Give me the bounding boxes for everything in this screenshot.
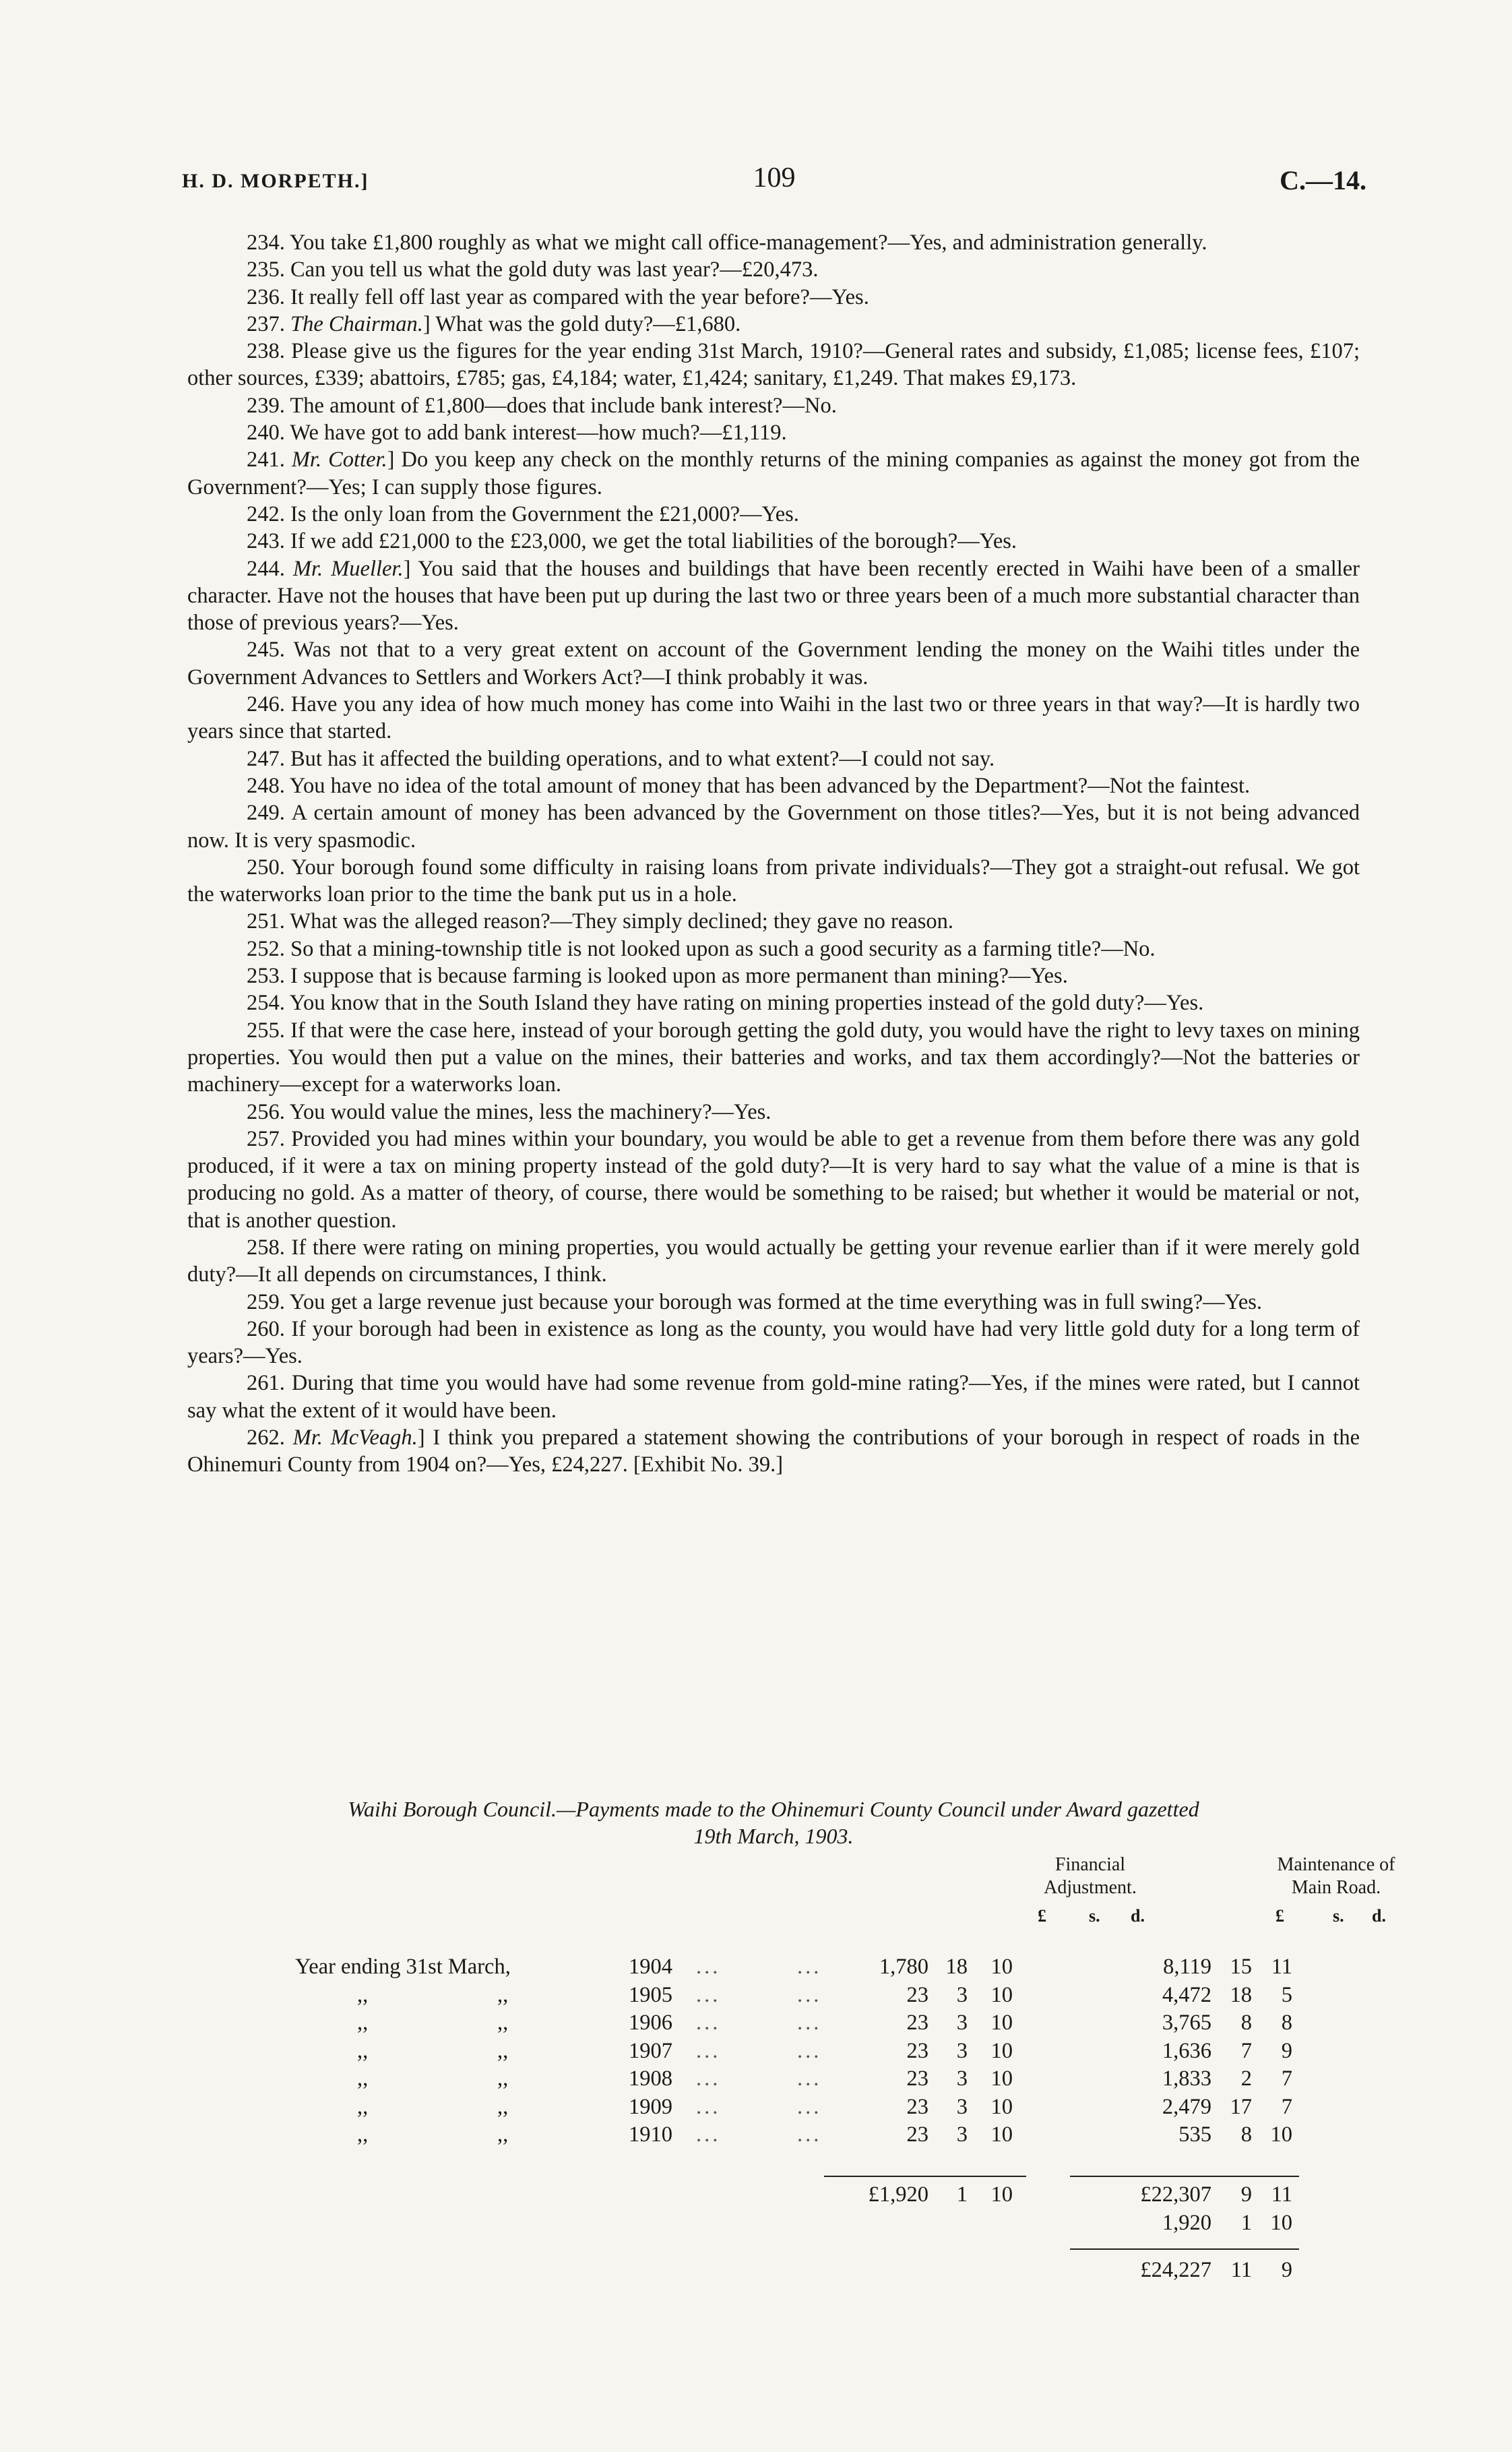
ditto-mark: ,, xyxy=(497,1982,509,2007)
question-paragraph xyxy=(187,1370,1360,1424)
paragraph-text: 236. It really fell off last year as compared with the year before?—Yes. xyxy=(247,284,869,309)
page-header xyxy=(182,162,1366,202)
carried-pounds: 1,920 xyxy=(1162,2211,1211,2235)
column-header-maintenance: Maintenance of Main Road. xyxy=(1277,1854,1395,1898)
leader-dots: ... xyxy=(696,1982,721,2007)
main-pence: 7 xyxy=(1281,2066,1292,2091)
leader-dots: ... xyxy=(696,1955,721,1979)
paragraph-text: 261. During that time you would have had some revenue from gold-mine rating?—Yes, if the mines were rated, but I cannot say what the extent of it would have been. xyxy=(187,1371,1360,1423)
main-shillings: 15 xyxy=(1230,1955,1252,1979)
question-paragraph xyxy=(187,555,1360,637)
paragraph-text: 237. xyxy=(247,311,290,336)
unit-shillings: s. xyxy=(1333,1906,1344,1926)
speaker-name: Mr. Cotter. xyxy=(291,448,387,472)
paragraph-text: 244. xyxy=(247,556,293,581)
fin-pence: 10 xyxy=(990,1982,1013,2007)
main-pounds: 8,119 xyxy=(1163,1955,1211,1979)
paragraph-text: 238. Please give us the figures for the year ending 31st March, 1910?—General rates and subsidy, £1,085; license fees, £107; other sources, £339; abattoirs, £785; gas, £4,184; water, £1,424; sanitary, £1,249. That makes £9,173. xyxy=(187,339,1360,391)
fin-pounds: 23 xyxy=(906,2122,928,2147)
unit-shillings: s. xyxy=(1089,1906,1100,1926)
paragraph-text: 253. I suppose that is because farming is looked upon as more permanent than mining?—Yes. xyxy=(247,964,1068,989)
page-number: 109 xyxy=(753,162,796,193)
evidence-text xyxy=(187,229,1360,1479)
paragraph-text: 242. Is the only loan from the Government the £21,000?—Yes. xyxy=(247,501,799,526)
main-pence: 5 xyxy=(1281,1982,1292,2007)
leader-dots: ... xyxy=(696,2011,721,2035)
paragraph-text: 248. You have no idea of the total amount of money that has been advanced by the Department?—Not the faintest. xyxy=(247,773,1251,798)
main-shillings: 8 xyxy=(1240,2011,1252,2035)
question-paragraph xyxy=(187,311,1360,338)
question-paragraph xyxy=(187,229,1360,256)
question-paragraph xyxy=(187,284,1360,311)
paragraph-text: 240. We have got to add bank interest—how much?—£1,119. xyxy=(247,421,787,446)
carried-row xyxy=(187,2211,1360,2238)
fin-pounds: 23 xyxy=(906,2066,928,2091)
column-header-financial: Financial Adjustment. xyxy=(1044,1854,1137,1898)
total-fin-pounds: £1,920 xyxy=(868,2182,928,2207)
paragraph-text: 249. A certain amount of money has been advanced by the Government on those titles?—Yes, but it is not being advanced now. It is very spasmodic. xyxy=(187,801,1360,853)
paragraph-text: 247. But has it affected the building operations, and to what extent?—I could not say. xyxy=(247,746,995,771)
question-paragraph xyxy=(187,528,1360,555)
fin-pence: 10 xyxy=(990,2038,1013,2063)
year-cell: 1910 xyxy=(629,2122,672,2147)
fin-pounds: 1,780 xyxy=(879,1955,928,1979)
fin-pence: 10 xyxy=(990,2066,1013,2091)
total-rule-maintenance xyxy=(1070,2176,1299,2177)
question-paragraph xyxy=(187,419,1360,446)
leader-dots: ... xyxy=(696,2038,721,2063)
ditto-mark: ,, xyxy=(357,2094,369,2119)
question-paragraph xyxy=(187,338,1360,392)
total-main-shillings: 9 xyxy=(1240,2182,1252,2207)
ditto-mark: ,, xyxy=(357,1982,369,2007)
grand-total-row xyxy=(187,2258,1360,2285)
ditto-mark: ,, xyxy=(497,2122,509,2147)
question-paragraph xyxy=(187,691,1360,745)
table-row xyxy=(187,2095,1360,2122)
fin-pence: 10 xyxy=(990,2011,1013,2035)
grand-total-pence: 9 xyxy=(1281,2258,1292,2282)
total-fin-pence: 10 xyxy=(990,2182,1013,2207)
grand-total-rule xyxy=(1070,2248,1299,2250)
leader-dots: ... xyxy=(797,2094,822,2119)
speaker-name: The Chairman. xyxy=(290,311,423,336)
fin-shillings: 3 xyxy=(956,2038,968,2063)
total-main-pence: 11 xyxy=(1271,2182,1292,2207)
question-paragraph xyxy=(187,745,1360,772)
paragraph-text: ] Do you keep any check on the monthly returns of the mining companies as against the money got from the Government?—Yes; I can supply those figures. xyxy=(187,448,1360,499)
ditto-mark: ,, xyxy=(497,2038,509,2063)
fin-pounds: 23 xyxy=(906,2094,928,2119)
table-caption xyxy=(187,1796,1360,1849)
question-paragraph xyxy=(187,772,1360,799)
carried-shillings: 1 xyxy=(1240,2211,1252,2235)
question-paragraph xyxy=(187,1316,1360,1370)
ditto-mark: ,, xyxy=(357,2122,369,2147)
main-shillings: 8 xyxy=(1240,2122,1252,2147)
speaker-name: Mr. McVeagh. xyxy=(292,1426,418,1450)
table-caption-line-1: Waihi Borough Council.—Payments made to the Ohinemuri County Council under Award gazetted xyxy=(348,1797,1199,1821)
paragraph-text: 251. What was the alleged reason?—They simply declined; they gave no reason. xyxy=(247,909,953,934)
paragraph-text: 258. If there were rating on mining properties, you would actually be getting your revenue earlier than if it were merely gold duty?—It all depends on circumstances, I think. xyxy=(187,1235,1360,1287)
speaker-name: Mr. Mueller. xyxy=(292,556,404,581)
leader-dots: ... xyxy=(797,1982,822,2007)
year-cell: 1904 xyxy=(629,1955,672,1979)
question-paragraph xyxy=(187,1234,1360,1289)
ditto-mark: ,, xyxy=(357,2066,369,2091)
paragraph-text: 260. If your borough had been in existence as long as the county, you would have had very little gold duty for a long term of years?—Yes. xyxy=(187,1316,1360,1369)
question-paragraph xyxy=(187,1099,1360,1126)
ditto-mark: ,, xyxy=(497,2066,509,2091)
unit-pounds: £ xyxy=(1275,1906,1284,1926)
main-pounds: 1,636 xyxy=(1162,2038,1211,2063)
main-shillings: 18 xyxy=(1230,1982,1252,2007)
fin-pence: 10 xyxy=(990,2122,1013,2147)
ditto-mark: ,, xyxy=(497,2094,509,2119)
main-pounds: 535 xyxy=(1178,2122,1211,2147)
table-caption-line-2: 19th March, 1903. xyxy=(693,1824,854,1848)
fin-shillings: 3 xyxy=(956,2011,968,2035)
total-fin-shillings: 1 xyxy=(956,2182,968,2207)
question-paragraph xyxy=(187,636,1360,691)
question-paragraph xyxy=(187,799,1360,854)
leader-dots: ... xyxy=(797,2038,822,2063)
question-paragraph xyxy=(187,501,1360,528)
main-pounds: 3,765 xyxy=(1162,2011,1211,2035)
fin-shillings: 3 xyxy=(956,2122,968,2147)
table-row xyxy=(187,1983,1360,2010)
year-cell: 1906 xyxy=(629,2011,672,2035)
main-pounds: 4,472 xyxy=(1162,1982,1211,2007)
question-paragraph xyxy=(187,256,1360,283)
table-row xyxy=(187,2122,1360,2149)
paragraph-text: 250. Your borough found some difficulty in raising loans from private individuals?—They got a straight-out refusal. We got the waterworks loan prior to the time the bank put us in a hole. xyxy=(187,855,1360,907)
fin-pence: 10 xyxy=(990,1955,1013,1979)
total-rule-financial xyxy=(824,2176,1026,2177)
question-paragraph xyxy=(187,989,1360,1016)
main-shillings: 17 xyxy=(1230,2094,1252,2119)
fin-shillings: 3 xyxy=(956,1982,968,2007)
year-cell: 1909 xyxy=(629,2094,672,2119)
paragraph-text: 234. You take £1,800 roughly as what we might call office-management?—Yes, and administration generally. xyxy=(247,231,1207,255)
table-row xyxy=(187,2066,1360,2093)
paragraph-text: 255. If that were the case here, instead of your borough getting the gold duty, you would have the right to levy taxes on mining properties. You would then put a value on the mines, their batteries and works, and tax them accordingly?—Not the batteries or machinery—except for a waterworks loan. xyxy=(187,1018,1360,1097)
question-paragraph xyxy=(187,1126,1360,1234)
paragraph-text: 257. Provided you had mines within your boundary, you would be able to get a revenue from them before there was any gold produced, if it were a tax on mining property instead of the gold duty?—It is very hard to say what the value of a mine is that is producing no gold. As a matter of theory, of course, there would be something to be raised; but whether it would be material or not, that is another question. xyxy=(187,1126,1360,1233)
fin-pence: 10 xyxy=(990,2094,1013,2119)
question-paragraph xyxy=(187,1289,1360,1316)
paragraph-text: 252. So that a mining-township title is not looked upon as such a good security as a farming title?—No. xyxy=(247,936,1156,961)
paragraph-text: ] You said that the houses and buildings that have been recently erected in Waihi have been of a smaller character. Have not the houses that have been put up during the last two or three years been of a much more substantial character than those of previous years?—Yes. xyxy=(187,556,1360,636)
total-row xyxy=(187,2182,1360,2209)
fin-shillings: 3 xyxy=(956,2066,968,2091)
paragraph-text: 254. You know that in the South Island they have rating on mining properties instead of the gold duty?—Yes. xyxy=(247,991,1204,1016)
main-pence: 11 xyxy=(1271,1955,1292,1979)
table-row xyxy=(187,2039,1360,2066)
year-cell: 1907 xyxy=(629,2038,672,2063)
leader-dots: ... xyxy=(696,2066,721,2091)
leader-dots: ... xyxy=(797,2066,822,2091)
leader-dots: ... xyxy=(696,2122,721,2147)
paragraph-text: 245. Was not that to a very great extent on account of the Government lending the money on the Waihi titles under the Government Advances to Settlers and Workers Act?—I think probably it was. xyxy=(187,638,1360,689)
total-main-pounds: £22,307 xyxy=(1140,2182,1211,2207)
carried-pence: 10 xyxy=(1270,2211,1292,2235)
paragraph-text: 243. If we add £21,000 to the £23,000, we get the total liabilities of the borough?—Yes. xyxy=(247,529,1017,554)
paragraph-text: 239. The amount of £1,800—does that include bank interest?—No. xyxy=(247,393,837,418)
year-label: Year ending 31st March, xyxy=(295,1955,511,1979)
paragraph-text: 235. Can you tell us what the gold duty was last year?—£20,473. xyxy=(247,257,819,282)
grand-total-pounds: £24,227 xyxy=(1140,2258,1211,2282)
main-pounds: 2,479 xyxy=(1162,2094,1211,2119)
leader-dots: ... xyxy=(797,2122,822,2147)
ditto-mark: ,, xyxy=(357,2038,369,2063)
main-pence: 10 xyxy=(1270,2122,1292,2147)
question-paragraph xyxy=(187,446,1360,501)
ditto-mark: ,, xyxy=(497,2011,509,2035)
paragraph-text: 259. You get a large revenue just because your borough was formed at the time everything was in full swing?—Yes. xyxy=(247,1289,1263,1314)
question-paragraph xyxy=(187,1424,1360,1479)
paragraph-text: ] I think you prepared a statement showing the contributions of your borough in respect of roads in the Ohinemuri County from 1904 on?—Yes, £24,227. [Exhibit No. 39.] xyxy=(187,1426,1360,1477)
year-cell: 1908 xyxy=(629,2066,672,2091)
header-witness: H. D. MORPETH.] xyxy=(182,170,369,192)
unit-pence: d. xyxy=(1372,1906,1386,1926)
fin-pounds: 23 xyxy=(906,2038,928,2063)
paragraph-text: 246. Have you any idea of how much money has come into Waihi in the last two or three years in that way?—It is hardly two years since that started. xyxy=(187,692,1360,744)
table-row xyxy=(187,1955,1360,1982)
main-pence: 8 xyxy=(1281,2011,1292,2035)
question-paragraph xyxy=(187,962,1360,989)
document-reference: C.—14. xyxy=(1280,165,1366,195)
main-pence: 9 xyxy=(1281,2038,1292,2063)
leader-dots: ... xyxy=(797,2011,822,2035)
paragraph-text: 241. xyxy=(247,448,292,472)
fin-pounds: 23 xyxy=(906,1982,928,2007)
table-row xyxy=(187,2011,1360,2037)
unit-pounds: £ xyxy=(1038,1906,1046,1926)
main-shillings: 2 xyxy=(1240,2066,1252,2091)
question-paragraph xyxy=(187,854,1360,909)
question-paragraph xyxy=(187,936,1360,962)
question-paragraph xyxy=(187,908,1360,935)
paragraph-text: 262. xyxy=(247,1426,293,1450)
fin-shillings: 18 xyxy=(945,1955,968,1979)
ditto-mark: ,, xyxy=(357,2011,369,2035)
main-shillings: 7 xyxy=(1240,2038,1252,2063)
fin-pounds: 23 xyxy=(906,2011,928,2035)
paragraph-text: 256. You would value the mines, less the machinery?—Yes. xyxy=(247,1099,771,1124)
payments-table xyxy=(187,1853,1395,2339)
paragraph-text: ] What was the gold duty?—£1,680. xyxy=(422,311,741,336)
question-paragraph xyxy=(187,1017,1360,1099)
main-pence: 7 xyxy=(1281,2094,1292,2119)
main-pounds: 1,833 xyxy=(1162,2066,1211,2091)
grand-total-shillings: 11 xyxy=(1230,2258,1252,2282)
question-paragraph xyxy=(187,392,1360,419)
fin-shillings: 3 xyxy=(956,2094,968,2119)
leader-dots: ... xyxy=(797,1955,822,1979)
unit-pence: d. xyxy=(1131,1906,1145,1926)
leader-dots: ... xyxy=(696,2094,721,2119)
year-cell: 1905 xyxy=(629,1982,672,2007)
